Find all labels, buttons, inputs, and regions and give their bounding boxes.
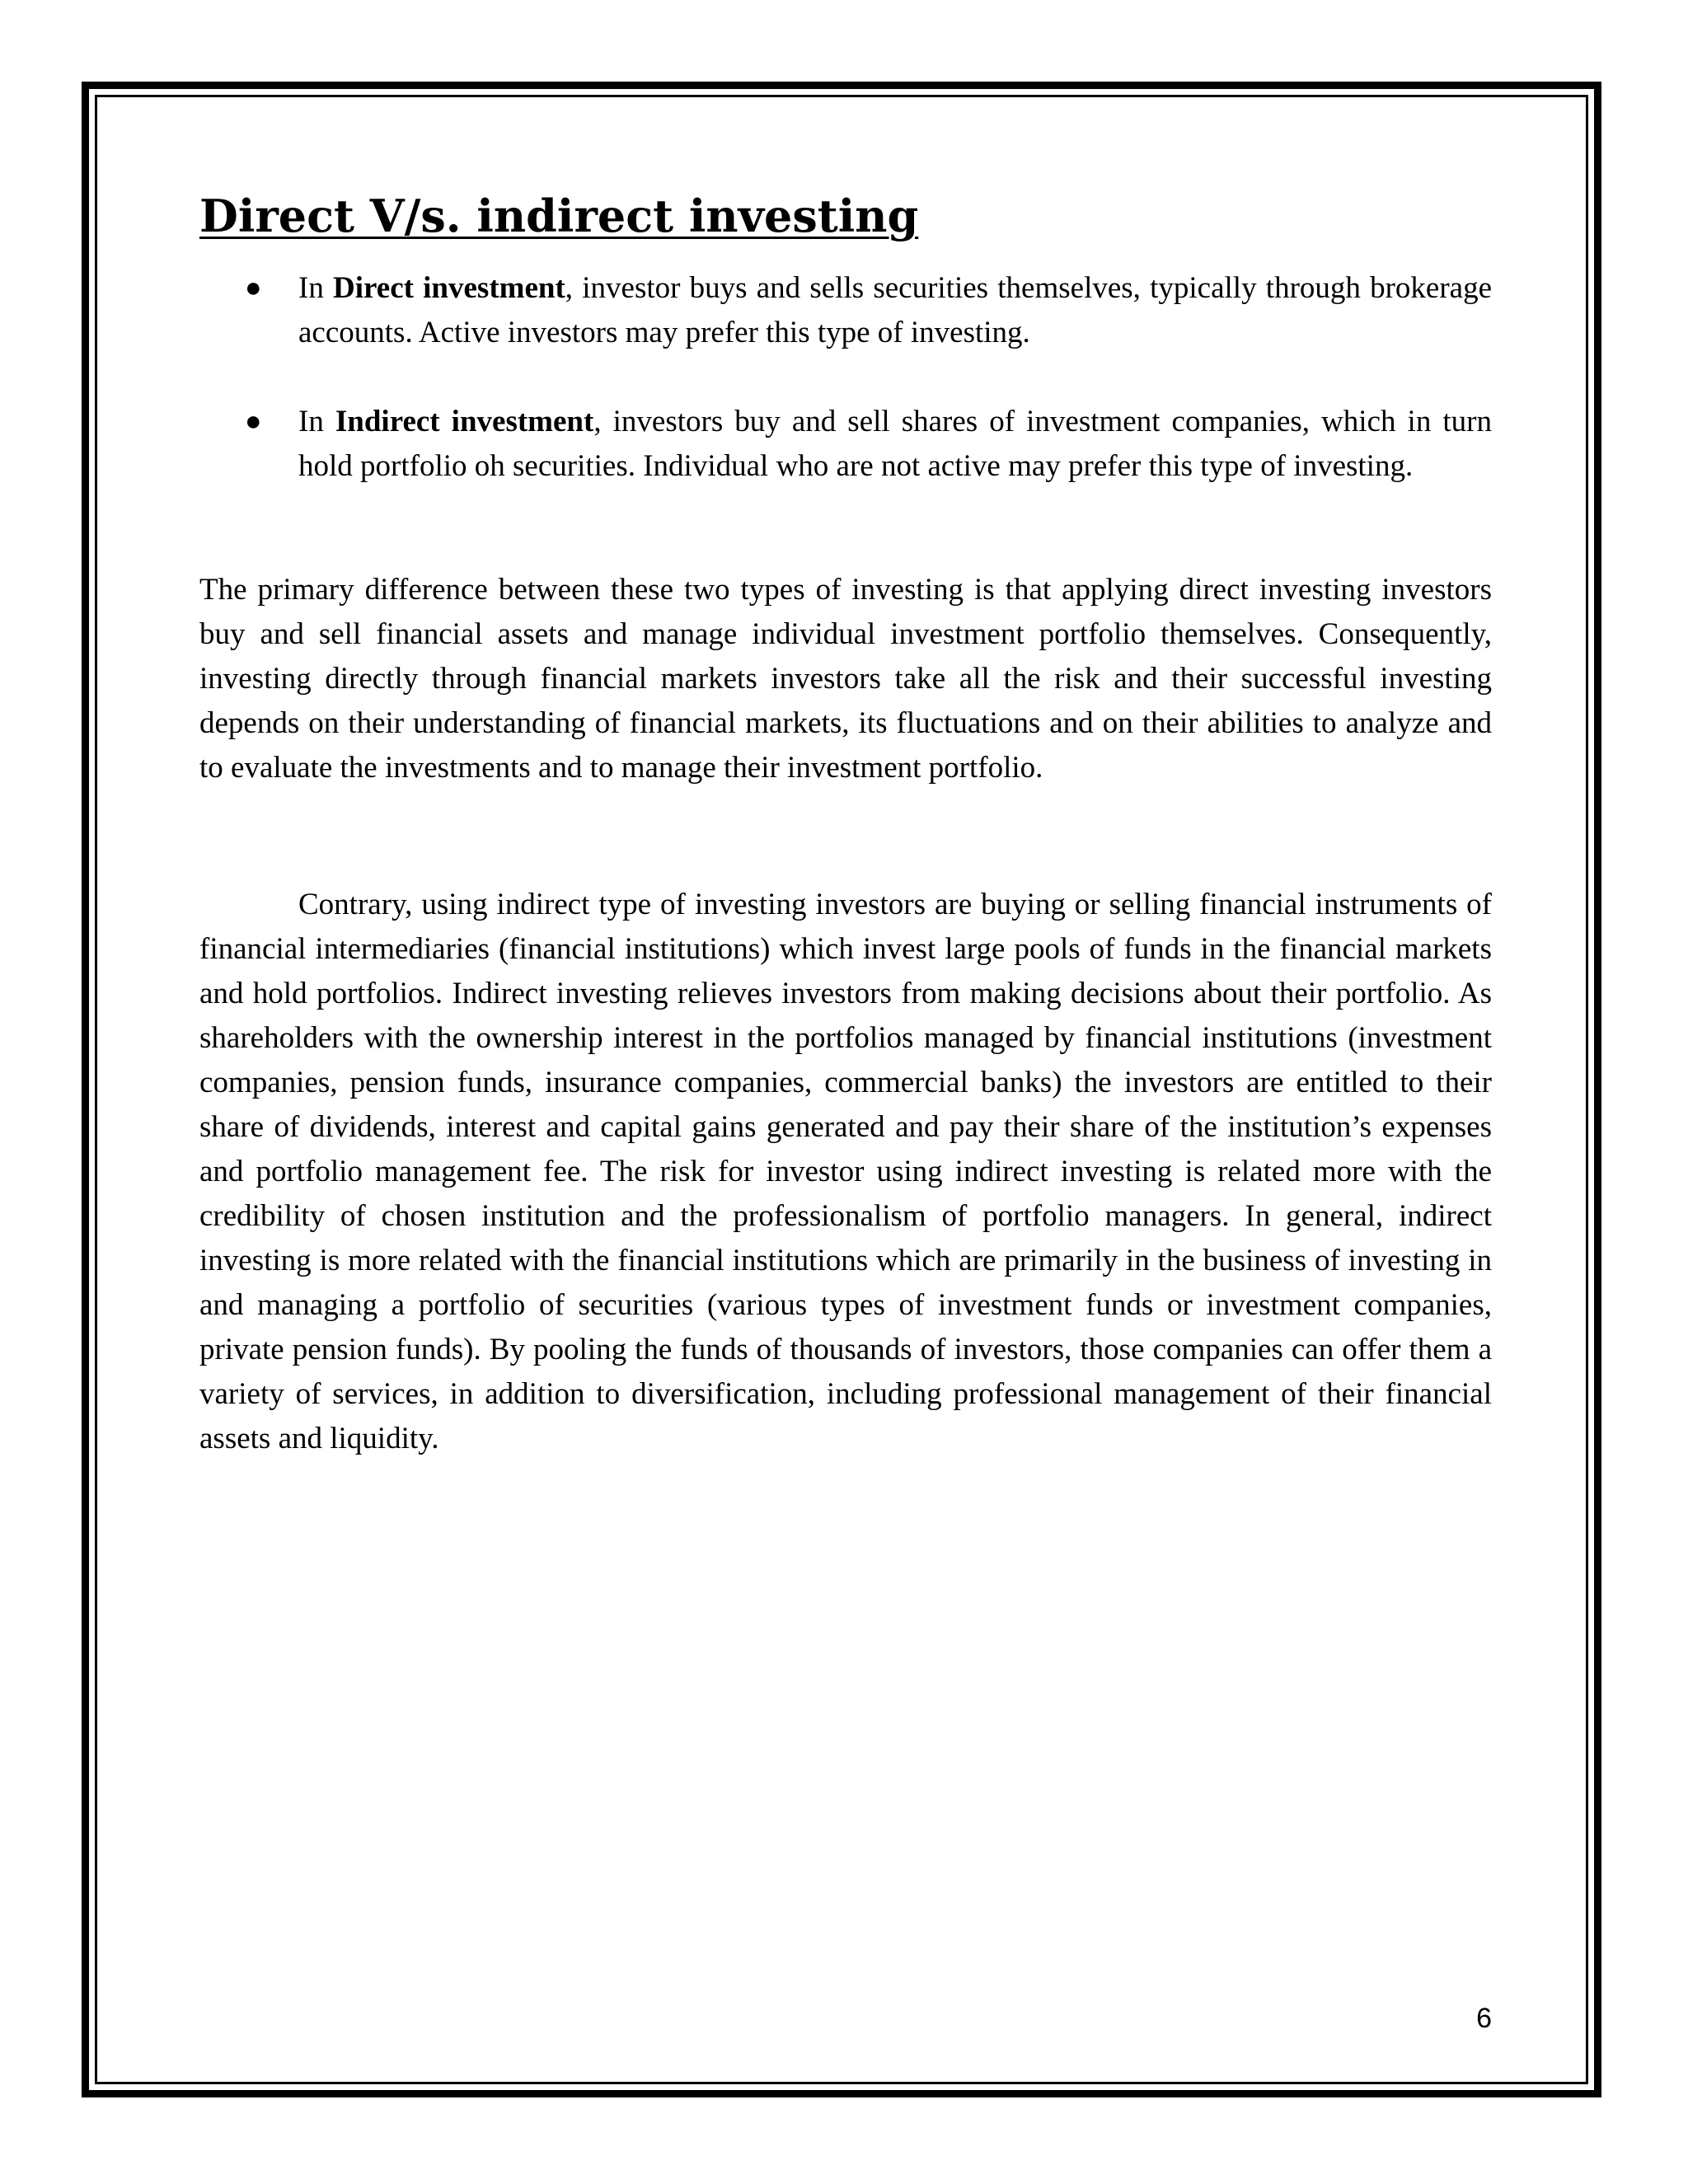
bullet-term: Direct investment <box>333 270 565 305</box>
paragraph-primary-difference: The primary difference between these two types of investing is that applying direct investing investors buy and sell financial assets and manage individual investment portfolio themselves. Consequently, investing directly through financial markets investors take all the risk and their successful investing depends on their understanding of financial markets, its fluctuations and on their abilities to analyze and to evaluate the investments and to manage their investment portfolio. <box>199 572 1492 785</box>
bullet-prefix: In <box>298 404 335 438</box>
page-content <box>199 190 1492 1461</box>
bullet-item-indirect <box>199 400 1492 489</box>
page-title: Direct V/s. indirect investing <box>199 190 919 242</box>
bullet-list <box>199 266 1492 489</box>
bullet-icon: ● <box>245 405 262 437</box>
bullet-item-direct <box>199 266 1492 355</box>
bullet-text: , investor buys and sells securities themselves, typically through brokerage accounts. Active investors may prefer this type of investing. <box>298 270 1492 349</box>
page-number: 6 <box>1476 2003 1492 2034</box>
bullet-term: Indirect investment <box>335 404 594 438</box>
bullet-text: , investors buy and sell shares of investment companies, which in turn hold portfolio oh securities. Individual who are not active may prefer this type of investing. <box>298 404 1492 483</box>
bullet-prefix: In <box>298 270 334 305</box>
paragraph-contrary: Contrary, using indirect type of investing investors are buying or selling financial instruments of financial intermediaries (financial institutions) which invest large pools of funds in the financial markets and hold portfolios. Indirect investing relieves investors from making decisions about their portfolio. As shareholders with the ownership interest in the portfolios managed by financial institutions (investment companies, pension funds, insurance companies, commercial banks) the investors are entitled to their share of dividends, interest and capital gains generated and pay their share of the institution’s expenses and portfolio management fee. The risk for investor using indirect investing is related more with the credibility of chosen institution and the professionalism of portfolio managers. In general, indirect investing is more related with the financial institutions which are primarily in the business of investing in and managing a portfolio of securities (various types of investment funds or investment companies, private pension funds). By pooling the funds of thousands of investors, those companies can offer them a variety of services, in addition to diversification, including professional management of their financial assets and liquidity. <box>199 887 1492 1455</box>
bullet-icon: ● <box>245 272 262 303</box>
